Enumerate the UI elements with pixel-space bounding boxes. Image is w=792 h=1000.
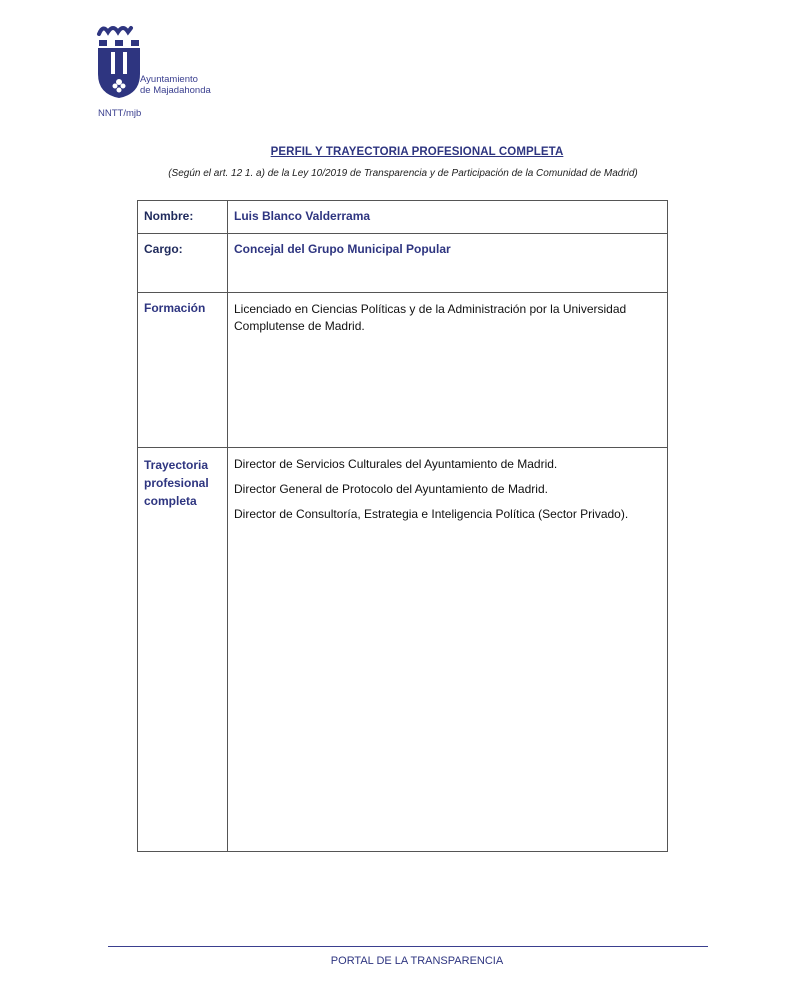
cargo-value: Concejal del Grupo Municipal Popular [228,234,668,293]
table-row-name [138,201,668,234]
majadahonda-crest-icon [95,22,143,100]
trayectoria-label: Trayectoria profesional completa [138,448,228,852]
formacion-text: Licenciado en Ciencias Políticas y de la Administración por la Universidad Complutense de Madrid. [234,302,627,333]
profile-table [137,200,668,852]
cargo-label: Cargo: [138,234,228,293]
footer-text: PORTAL DE LA TRANSPARENCIA [330,955,504,967]
document-reference: NNTT/mjb [98,108,142,119]
logo-text [140,74,211,96]
logo-text-line2: de Majadahonda [140,85,211,96]
formacion-value [228,293,668,448]
list-item: Director General de Protocolo del Ayuntamiento de Madrid. [234,482,548,496]
trayectoria-value [228,448,668,852]
formacion-label: Formación [138,293,228,448]
table-row-cargo [138,234,668,293]
name-label: Nombre: [138,201,228,234]
table-row-trayectoria [138,448,668,852]
page-title: PERFIL Y TRAYECTORIA PROFESIONAL COMPLETA [270,146,564,158]
table-row-formacion [138,293,668,448]
footer-divider [108,946,708,947]
list-item: Director de Consultoría, Estrategia e Inteligencia Política (Sector Privado). [234,507,629,521]
logo-text-line1: Ayuntamiento [140,74,198,85]
page-subtitle: (Según el art. 12 1. a) de la Ley 10/2019 de Transparencia y de Participación de la Comunidad de Madrid) [168,168,638,179]
list-item: Director de Servicios Culturales del Ayuntamiento de Madrid. [234,457,558,471]
name-value: Luis Blanco Valderrama [228,201,668,234]
